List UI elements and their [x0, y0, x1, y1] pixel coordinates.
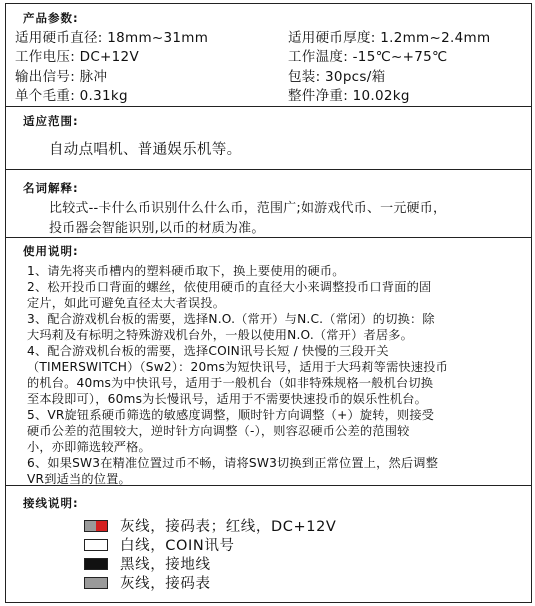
usage-line: 6、如果SW3在精准位置过币不畅，请将SW3切换到正常位置上，然后调整 — [27, 456, 439, 470]
usage-line: 1、请先将夹币槽内的塑料硬币取下，换上要使用的硬币。 — [27, 264, 345, 278]
wiring-heading: 接线说明: — [23, 496, 79, 510]
params-heading: 产品参数: — [23, 11, 79, 25]
param-right: 包装: 30pcs/箱 — [288, 69, 386, 85]
param-left: 适用硬币直径: 18mm~31mm — [15, 30, 209, 46]
spec-sheet — [5, 3, 532, 603]
usage-line: 大玛莉及有标明之特殊游戏机台外，一般以使用N.O.（常开）者居多。 — [27, 328, 414, 342]
usage-line: 的机台。40ms为中快讯号，适用于一般机台（如非特殊规格一般机台切换 — [27, 376, 434, 390]
wire-label: 灰线，接码表 — [120, 576, 211, 592]
scope-text: 自动点唱机、普通娱乐机等。 — [49, 142, 242, 158]
param-right: 工作温度: -15℃~+75℃ — [288, 49, 448, 65]
usage-line: 定片，如此可避免直径太大者误投。 — [27, 296, 226, 310]
usage-line: 3、配合游戏机台板的需要，选择N.O.（常开）与N.C.（常闭）的切换：除 — [27, 312, 435, 326]
wire-swatch-gray-red — [84, 520, 108, 532]
param-left: 工作电压: DC+12V — [15, 49, 139, 65]
wire-swatch-black — [84, 558, 108, 570]
wiring-section — [6, 486, 531, 602]
usage-heading: 使用说明: — [23, 244, 79, 258]
wire-label: 灰线，接码表；红线，DC+12V — [120, 519, 337, 535]
param-left: 单个毛重: 0.31kg — [15, 88, 128, 104]
usage-section — [6, 238, 531, 486]
usage-line: VR到适当的位置。 — [27, 472, 131, 486]
scope-heading: 适应范围: — [23, 114, 79, 128]
params-section — [6, 4, 531, 107]
terms-section — [6, 170, 531, 238]
terms-line: 投币器会智能识别,以币的材质为准。 — [49, 221, 265, 236]
swatch-left — [85, 521, 96, 531]
param-right: 适用硬币厚度: 1.2mm~2.4mm — [288, 30, 491, 46]
wire-swatch-gray — [84, 577, 108, 589]
usage-line: 2、松开投币口背面的螺丝，依使用硬币的直径大小来调整投币口背面的固 — [27, 280, 432, 294]
usage-line: 4、配合游戏机台板的需要，选择COIN讯号长短 / 快慢的三段开关 — [27, 344, 389, 358]
param-right: 整件净重: 10.02kg — [288, 88, 410, 104]
wire-swatch-white — [84, 539, 108, 551]
terms-heading: 名词解释: — [23, 181, 79, 195]
scope-section — [6, 107, 531, 170]
param-left: 输出信号: 脉冲 — [15, 69, 108, 85]
wire-label: 黑线，接地线 — [120, 557, 211, 573]
swatch-right — [96, 521, 107, 531]
usage-line: 5、VR旋钮系硬币筛选的敏感度调整，顺时针方向调整（+）旋转，则接受 — [27, 408, 435, 422]
terms-line: 比较式--卡什么币识别什么什么币，范围广;如游戏代币、一元硬币， — [49, 201, 447, 216]
usage-line: 至本段即可），60ms为长慢讯号，适用于不需要快速投币的娱乐性机台。 — [27, 392, 428, 406]
wire-label: 白线，COIN讯号 — [120, 538, 235, 554]
usage-line: （TIMERSWITCH）（Sw2）：20ms为短快讯号，适用于大玛莉等需快速投币 — [27, 360, 449, 374]
usage-line: 小，亦即筛选较严格。 — [27, 440, 151, 454]
usage-line: 硬币公差的范围较大，逆时针方向调整（-），则容忍硬币公差的范围较 — [27, 424, 410, 438]
